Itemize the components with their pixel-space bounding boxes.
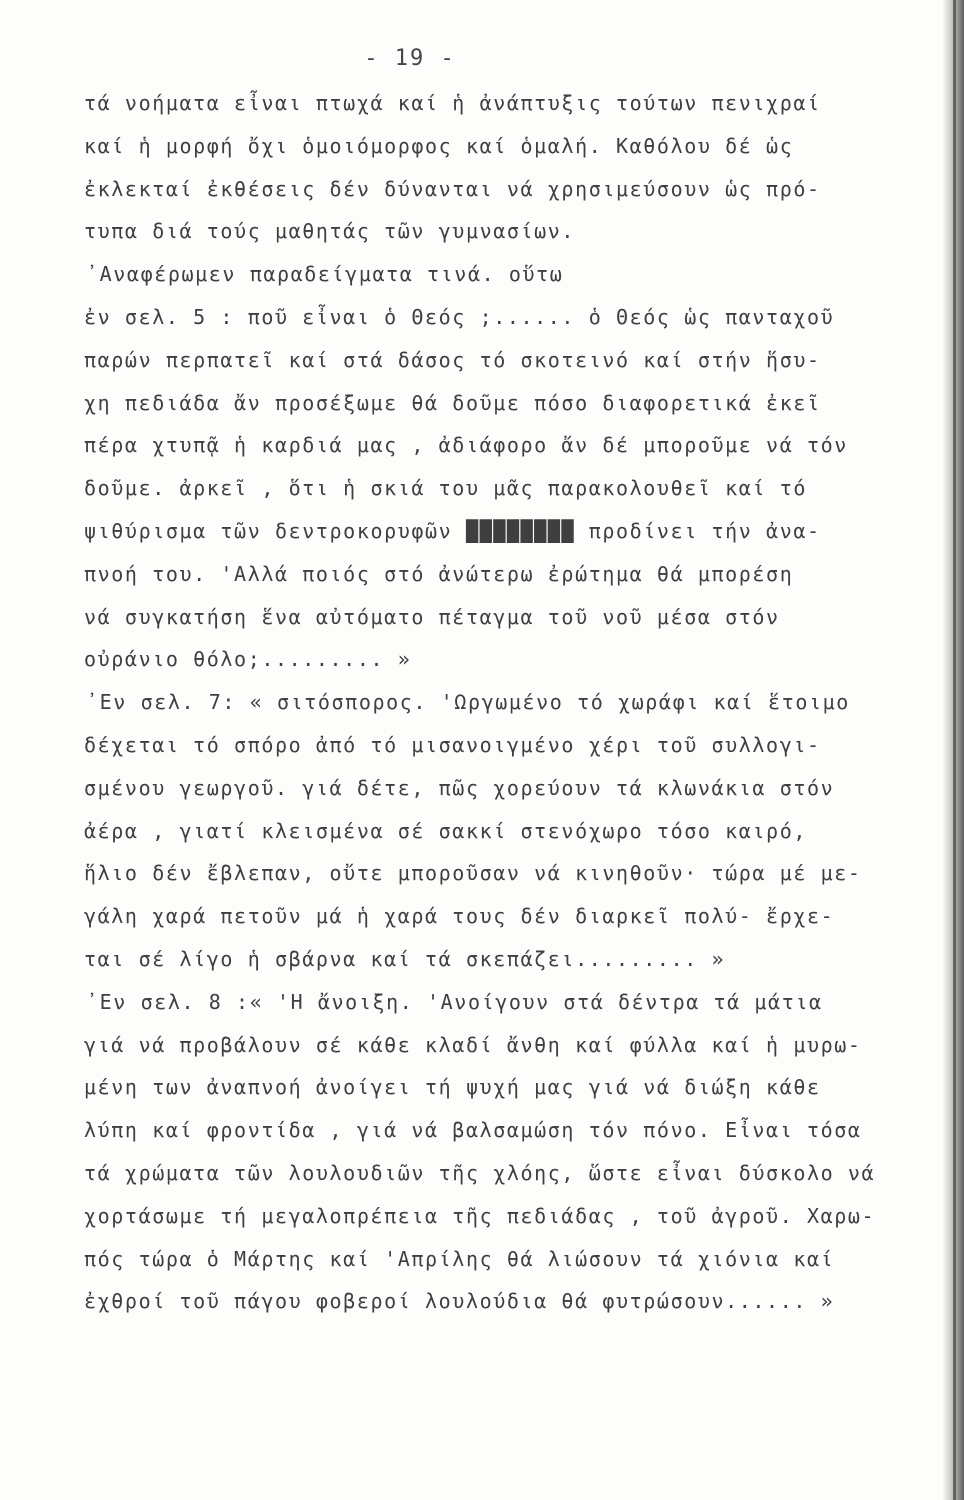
text-line: ψιθύρισμα τῶν δεντροκορυφῶν ████████ προδίνει τήν ἀνα- — [84, 518, 821, 543]
page-number: - 19 - — [364, 46, 456, 71]
text-line: καί ἡ μορφή ὄχι ὁμοιόμορφος καί ὁμαλή. Καθόλου δέ ὡς — [84, 133, 794, 158]
text-line: πός τώρα ὁ Μάρτης καί 'Απρίλης θά λιώσουν τά χιόνια καί — [84, 1246, 835, 1271]
text-line: χορτάσωμε τή μεγαλοπρέπεια τῆς πεδιάδας , τοῦ ἀγροῦ. Χαρω- — [84, 1203, 876, 1228]
text-line: ἐκλεκταί ἐκθέσεις δέν δύνανται νά χρησιμεύσουν ὡς πρό- — [84, 176, 821, 201]
text-line: μένη των ἀναπνοή ἀνοίγει τή ψυχή μας γιά νά διώξη κάθε — [84, 1075, 821, 1100]
text-line: νά συγκατήση ἕνα αὐτόματο πέταγμα τοῦ νοῦ μέσα στόν — [84, 604, 780, 629]
text-line: ἐν σελ. 5 : ποῦ εἶναι ὁ Θεός ;...... ὁ Θεός ὡς πανταχοῦ — [84, 304, 835, 329]
text-line: γιά νά προβάλουν σέ κάθε κλαδί ἄνθη καί φύλλα καί ἡ μυρω- — [84, 1032, 862, 1057]
text-line: γάλη χαρά πετοῦν μά ἡ χαρά τους δέν διαρκεῖ πολύ- ἔρχε- — [84, 904, 835, 929]
text-line: χη πεδιάδα ἄν προσέξωμε θά δοῦμε πόσο διαφορετικά ἐκεῖ — [84, 390, 821, 415]
text-line: τά νοήματα εἶναι πτωχά καί ἡ ἀνάπτυξις τούτων πενιχραί — [84, 91, 821, 115]
text-line: λύπη καί φροντίδα , γιά νά βαλσαμώση τόν πόνο. Εἶναι τόσα — [84, 1118, 862, 1143]
text-line: ᾿Αναφέρωμεν παραδείγματα τινά. οὕτω — [86, 262, 564, 287]
text-line: οὐράνιο θόλο;......... » — [84, 647, 412, 672]
text-line: ᾿Εν σελ. 7: « σιτόσπορος. 'Ωργωμένο τό χωράφι καί ἕτοιμο — [86, 690, 850, 715]
page-edge-line — [953, 0, 956, 1500]
text-line: δοῦμε. ἀρκεῖ , ὅτι ἡ σκιά του μᾶς παρακολουθεῖ καί τό — [84, 476, 807, 501]
text-line: πέρα χτυπᾷ ἡ καρδιά μας , ἀδιάφορο ἄν δέ μποροῦμε νά τόν — [84, 433, 848, 458]
text-line: ται σέ λίγο ἡ σβάρνα καί τά σκεπάζει......... » — [84, 946, 726, 971]
text-line: τυπα διά τούς μαθητάς τῶν γυμνασίων. — [84, 219, 576, 244]
text-line: πνοή του. 'Αλλά ποιός στό ἀνώτερω ἐρώτημα θά μπορέση — [84, 561, 794, 586]
text-line: ἐχθροί τοῦ πάγου φοβεροί λουλούδια θά φυτρώσουν...... » — [84, 1289, 835, 1314]
text-line: δέχεται τό σπόρο ἀπό τό μισανοιγμένο χέρι τοῦ συλλογι- — [84, 732, 821, 757]
text-line: σμένου γεωργοῦ. γιά δέτε, πῶς χορεύουν τά κλωνάκια στόν — [84, 775, 835, 800]
text-line: ᾿Εν σελ. 8 :« 'Η ἄνοιξη. 'Ανοίγουν στά δέντρα τά μάτια — [86, 989, 823, 1014]
text-line: ἥλιο δέν ἔβλεπαν, οὔτε μποροῦσαν νά κινηθοῦν· τώρα μέ με- — [84, 861, 862, 886]
text-line: τά χρώματα τῶν λουλουδιῶν τῆς χλόης, ὥστε εἶναι δύσκολο νά — [84, 1160, 876, 1185]
text-line: ἀέρα , γιατί κλεισμένα σέ σακκί στενόχωρο τόσο καιρό, — [84, 818, 807, 843]
body-text — [84, 82, 914, 1323]
text-line: παρών περπατεῖ καί στά δάσος τό σκοτεινό καί στήν ἥσυ- — [84, 347, 821, 372]
